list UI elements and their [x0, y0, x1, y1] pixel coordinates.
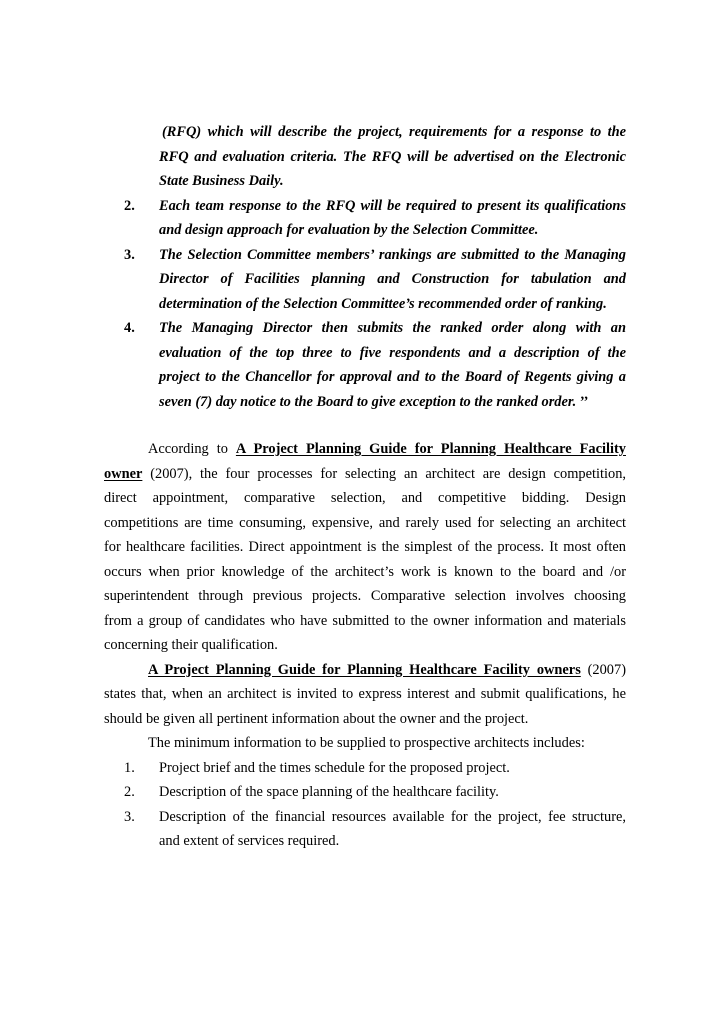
paragraph [104, 658, 626, 732]
info-list-item [104, 756, 626, 781]
rfq-list-item [104, 194, 626, 243]
text-line: should be given all pertinent information about the owner and the project. [104, 710, 529, 727]
paragraph [104, 437, 626, 658]
list-number: 3. [124, 808, 135, 825]
text-fragment: (2007) [580, 661, 626, 678]
cited-title: A Project Planning Guide for Planning Healthcare Facility owners [148, 661, 581, 678]
text-line: RFQ and evaluation criteria. The RFQ will be advertised on the Electronic [159, 148, 626, 165]
text-line: determination of the Selection Committee’s recommended order of ranking. [159, 295, 607, 312]
text-line: and extent of services required. [159, 833, 340, 849]
rfq-list-item [104, 316, 626, 414]
cited-title: owner [104, 465, 143, 482]
list-number: 3. [124, 246, 135, 263]
text-line: The Managing Director then submits the ranked order along with an [159, 320, 626, 336]
rfq-list-item-continuation [104, 120, 626, 194]
text-line: for healthcare facilities. Direct appointment is the simplest of the process. It most often [104, 539, 626, 555]
paragraph-gap [104, 414, 626, 437]
text-line: State Business Daily. [159, 173, 284, 189]
text-line: Director of Facilities planning and Construction for tabulation and [159, 271, 626, 287]
page-content [104, 120, 626, 854]
text-line: Description of the space planning of the healthcare facility. [159, 784, 499, 800]
text-line: The minimum information to be supplied to prospective architects includes: [148, 735, 585, 751]
text-fragment: (2007), the four processes for selecting an architect are design competition, [142, 465, 626, 482]
text-line [104, 462, 626, 487]
text-line: Each team response to the RFQ will be required to present its qualifications [159, 197, 626, 214]
text-line: and design approach for evaluation by the Selection Committee. [159, 222, 539, 238]
text-line: occurs when prior knowledge of the architect’s work is known to the board and /or [104, 563, 626, 580]
text-line: from a group of candidates who have submitted to the owner information and materials [104, 612, 626, 629]
text-line: superintendent through previous projects. Comparative selection involves choosing [104, 588, 626, 604]
text-line: competitions are time consuming, expensive, and rarely used for selecting an architect [104, 514, 626, 531]
text-fragment: seven (7) day notice to the Board to give exception to the ranked order. [159, 393, 577, 410]
text-fragment: According to [148, 441, 236, 457]
text-line: states that, when an architect is invited to express interest and submit qualifications, he [104, 686, 626, 702]
text-line [104, 658, 626, 683]
closing-quote: ’’ [576, 393, 589, 410]
list-number: 1. [124, 759, 135, 776]
list-number: 2. [124, 197, 135, 214]
text-line: The Selection Committee members’ rankings are submitted to the Managing [159, 246, 626, 263]
text-line [104, 437, 626, 462]
info-list-item [104, 805, 626, 854]
list-number: 4. [124, 320, 135, 336]
text-line: project to the Chancellor for approval and to the Board of Regents giving a [159, 369, 626, 385]
paragraph [104, 731, 626, 756]
text-line [159, 390, 626, 415]
info-list-item [104, 780, 626, 805]
cited-title: A Project Planning Guide for Planning Healthcare Facility [235, 441, 626, 457]
text-line: (RFQ) which will describe the project, requirements for a response to the [162, 124, 626, 140]
list-number: 2. [124, 784, 135, 800]
text-line: concerning their qualification. [104, 637, 278, 653]
text-line: evaluation of the top three to five respondents and a description of the [159, 344, 626, 361]
text-line: direct appointment, comparative selection, and competitive bidding. Design [104, 490, 626, 506]
text-line: Project brief and the times schedule for the proposed project. [159, 759, 510, 776]
rfq-list-item [104, 243, 626, 317]
text-line: Description of the financial resources available for the project, fee structure, [159, 808, 626, 825]
